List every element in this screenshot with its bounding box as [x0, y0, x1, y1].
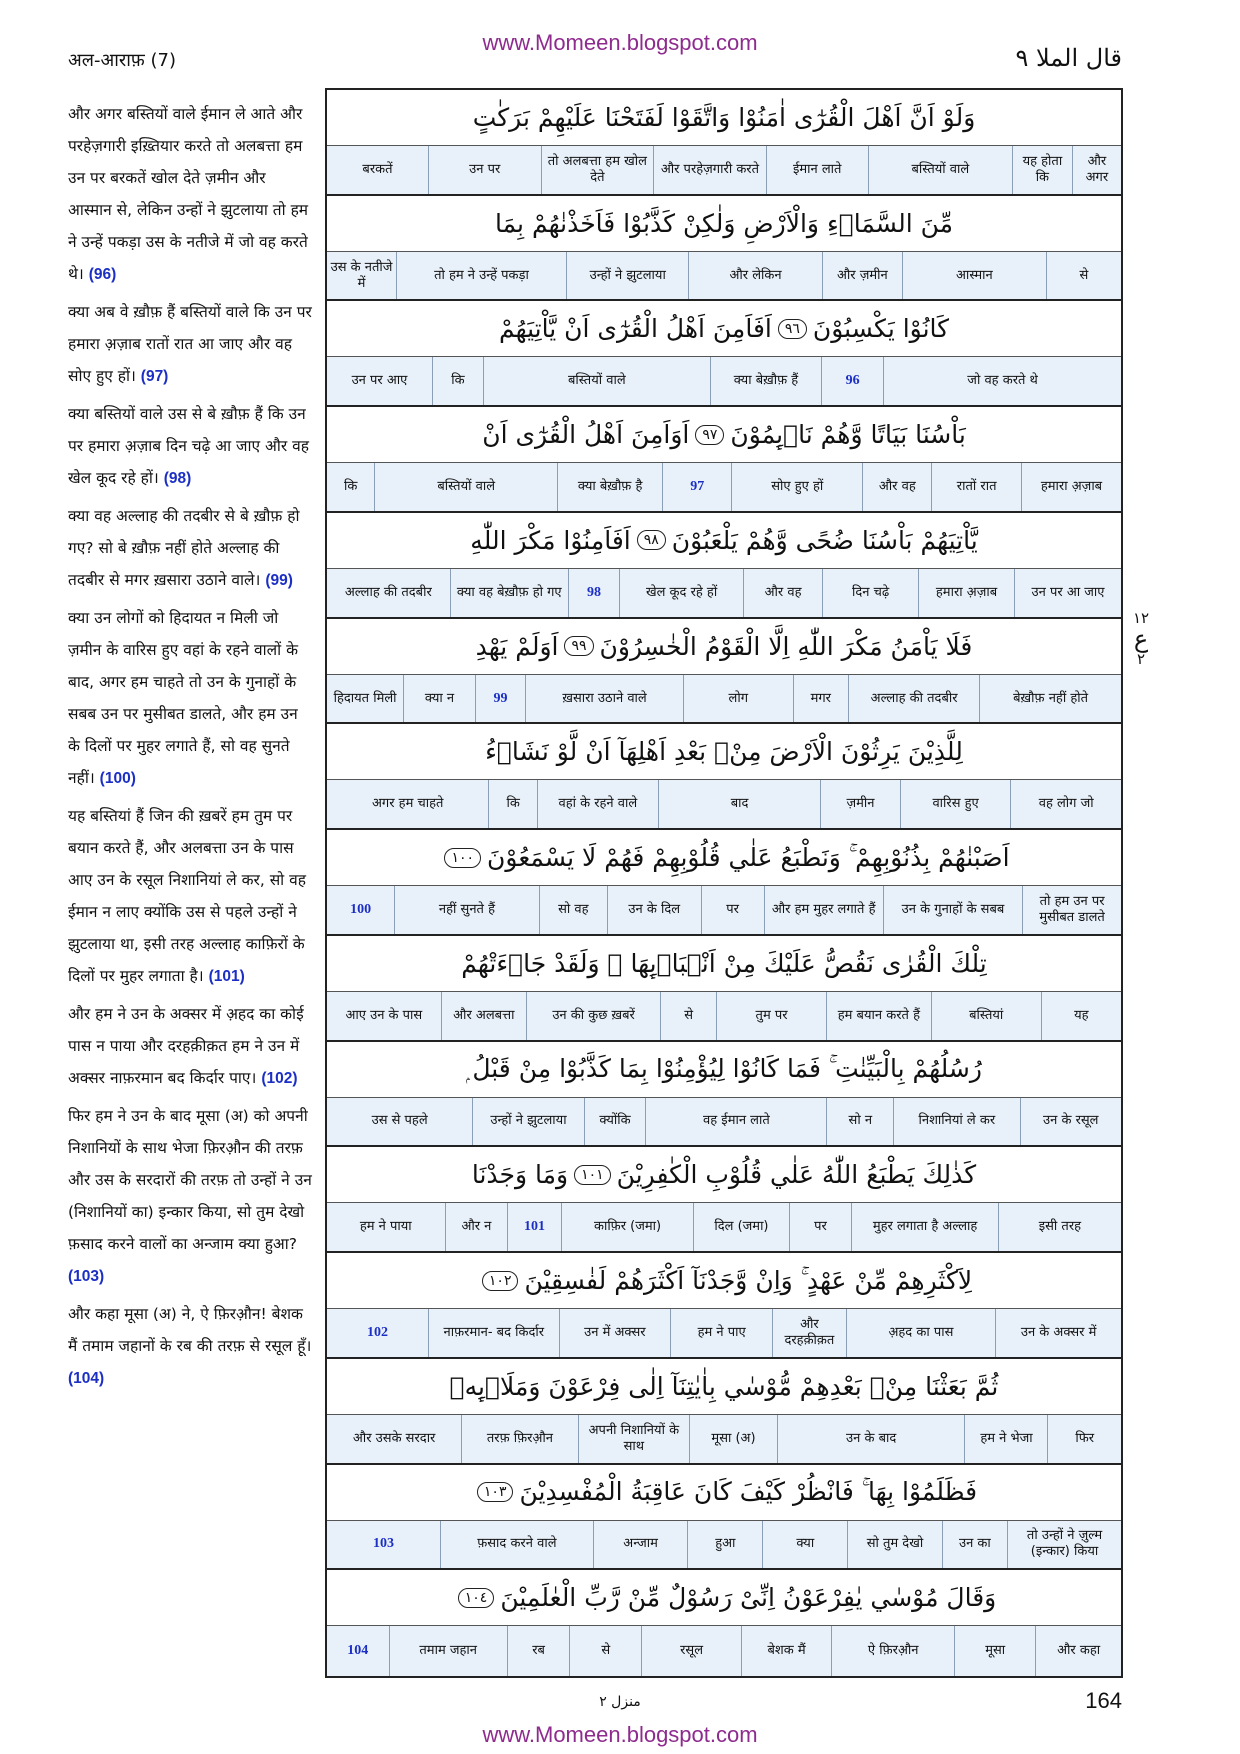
- word-meaning-cell: पर: [790, 1203, 853, 1251]
- verse-number: (99): [265, 572, 293, 589]
- word-meaning-cell: वह लोग जो: [1038, 796, 1094, 812]
- verse-number-cell: 99: [476, 675, 526, 723]
- arabic-text-row: [327, 936, 1121, 992]
- word-meaning-cell: बाद: [659, 780, 821, 828]
- ayah-end-marker: ١٠٢: [482, 1271, 519, 1291]
- translation-paragraph: [68, 500, 314, 597]
- arabic-text-row: [327, 90, 1121, 146]
- word-meaning-cell: अपनी निशानियों के साथ: [579, 1415, 691, 1463]
- verse-line-block: [327, 830, 1121, 936]
- translation-row: [327, 463, 1121, 513]
- translation-column: [68, 98, 314, 1400]
- word-meaning-cell: आस्मान: [903, 252, 1047, 300]
- verse-number: (103): [68, 1268, 105, 1285]
- ayah-end-marker: ١٠٤: [458, 1588, 495, 1608]
- verse-number-cell: 98: [569, 569, 620, 617]
- word-meaning-cell: और अलबत्ता: [442, 992, 527, 1040]
- verse-number-cell: 102: [327, 1309, 429, 1357]
- ruku-top: ١٢: [1132, 609, 1150, 627]
- arabic-text: فَلَا يَاْمَنُ مَكْرَ اللّٰهِ اِلَّا الْقَوْمُ الْخٰسِرُوْنَ: [599, 631, 973, 661]
- word-meaning-cell: हुआ: [688, 1521, 763, 1569]
- word-meaning-cell: और दरहक़ीक़त: [773, 1309, 847, 1357]
- arabic-text: اَصَبْنٰهُمْ بِذُنُوْبِهِمْ ۚ وَنَطْبَعُ عَلٰي قُلُوْبِهِمْ فَهُمْ لَا يَسْمَعُوْنَ: [487, 842, 1010, 872]
- arabic-text-row: [327, 619, 1121, 675]
- word-meaning-cell: और न: [446, 1203, 509, 1251]
- juz-name: قال الملا ٩: [1015, 44, 1122, 72]
- word-meaning-cell: क्या बेख़ौफ़ है: [558, 463, 663, 511]
- word-meaning-cell: उन का: [943, 1521, 1008, 1569]
- arabic-text-row: [327, 513, 1121, 569]
- word-meaning-cell: बस्तियां: [932, 992, 1042, 1040]
- word-meaning-cell: वहां के रहने वाले: [538, 780, 659, 828]
- arabic-text-row: [327, 1042, 1121, 1098]
- word-meaning-cell: हिदायत मिली: [327, 675, 404, 723]
- word-meaning-cell: पर: [702, 886, 765, 934]
- word-meaning-cell: यह होता कि: [1013, 146, 1073, 194]
- translation-text: और कहा मूसा (अ) ने, ऐ फ़िरऔ़न! बेशक मैं तमाम जहानों के रब की तरफ़ से रसूल हूँ।: [68, 1305, 312, 1355]
- arabic-text: بَاْسُنَا بَيَاتًا وَّهُمْ نَاۗىِٕمُوْنَ: [730, 420, 966, 450]
- translation-paragraph: [68, 1298, 314, 1395]
- translation-row: [327, 569, 1121, 619]
- word-meaning-cell: उन पर आए: [327, 357, 433, 405]
- word-meaning-cell: कि: [489, 780, 537, 828]
- ayah-end-marker: ١٠٠: [444, 848, 481, 868]
- word-meaning-cell: रातों रात: [932, 463, 1022, 511]
- arabic-text: رُسُلُهُمْ بِالْبَيِّنٰتِ ۚ فَمَا كَانُوْا لِيُؤْمِنُوْا بِمَا كَذَّبُوْا مِنْ قَبْلُ ۭ: [466, 1054, 982, 1084]
- word-meaning-cell: उन पर: [429, 146, 542, 194]
- ayah-end-marker: ٩٦: [778, 319, 807, 339]
- word-meaning-cell: और कहा: [1057, 1643, 1101, 1659]
- translation-text: यह बस्तियां हैं जिन की ख़बरें हम तुम पर बयान करते हैं, और अलबत्ता उन के पास आए उन के रसूल निशानियां ले कर, सो वह ईमान न लाए क्योंकि उस से पहले उन्हों ने झुटलाया था, इसी तरह अल्लाह काफ़िरों के दिलों पर मुहर लगाता है।: [68, 807, 306, 985]
- translation-paragraph: [68, 398, 314, 495]
- word-meaning-cell: खेल कूद रहे हों: [620, 569, 744, 617]
- word-meaning-cell: कि: [433, 357, 484, 405]
- word-meaning-cell: क्या न: [404, 675, 476, 723]
- word-meaning-cell: लोग: [684, 675, 793, 723]
- translation-row: [327, 1626, 1121, 1676]
- word-meaning-cell: रसूल: [642, 1626, 742, 1676]
- word-meaning-cell: तुम पर: [717, 992, 827, 1040]
- word-meaning-cell: काफ़िर (जमा): [562, 1203, 694, 1251]
- verse-line-block: [327, 1570, 1121, 1676]
- manzil-label: منزل ٢: [599, 1694, 641, 1710]
- arabic-text: ثُمَّ بَعَثْنَا مِنْۢ بَعْدِهِمْ مُّوْسٰي بِاٰيٰتِنَآ اِلٰى فِرْعَوْنَ وَمَلَا۟ىِٕهٖ: [449, 1371, 999, 1401]
- word-meaning-cell: ऐ फ़िरऔ़न: [832, 1626, 955, 1676]
- word-meaning-cell: यह: [1074, 1007, 1089, 1023]
- word-meaning-cell: हमारा अ़ज़ाब: [1040, 479, 1103, 495]
- word-meaning-cell: बरकतें: [327, 146, 429, 194]
- translation-row: [327, 146, 1121, 196]
- word-meaning-cell: उन्हों ने झुटलाया: [567, 252, 690, 300]
- verse-line-block: [327, 724, 1121, 830]
- arabic-text: اَفَاَمِنُوْا مَكْرَ اللّٰهِ: [470, 525, 631, 555]
- word-meaning-cell: और लेकिन: [689, 252, 822, 300]
- word-meaning-cell: क्या बेख़ौफ़ हैं: [711, 357, 822, 405]
- word-meaning-cell: आए उन के पास: [327, 992, 442, 1040]
- word-meaning-cell: उन के बाद: [778, 1415, 966, 1463]
- word-meaning-cell: और वह: [744, 569, 823, 617]
- verse-line-block: [327, 513, 1121, 619]
- word-meaning-cell: तरफ़ फ़िरऔ़न: [462, 1415, 578, 1463]
- word-meaning-cell: बस्तियों वाले: [869, 146, 1013, 194]
- ayah-end-marker: ١٠٣: [477, 1482, 514, 1502]
- word-meaning-cell: उन की कुछ ख़बरें: [527, 992, 661, 1040]
- word-meaning-cell: ईमान लाते: [767, 146, 869, 194]
- word-meaning-cell: ख़सारा उठाने वाले: [526, 675, 684, 723]
- word-meaning-cell: से: [661, 992, 717, 1040]
- translation-row: [327, 780, 1121, 830]
- translation-row: [327, 992, 1121, 1042]
- verse-number-cell: 101: [508, 1203, 561, 1251]
- footer-url: www.Momeen.blogspot.com: [482, 1722, 758, 1747]
- arabic-text-row: [327, 1359, 1121, 1415]
- arabic-text-row: [327, 1253, 1121, 1309]
- word-by-word-grid: [325, 88, 1123, 1678]
- arabic-text: اَوَلَمْ يَهْدِ: [475, 631, 559, 661]
- arabic-text: لِلَّذِيْنَ يَرِثُوْنَ الْاَرْضَ مِنْۢ بَعْدِ اَهْلِهَآ اَنْ لَّوْ نَشَاۗءُ: [485, 737, 963, 767]
- word-meaning-cell: और वह: [863, 463, 932, 511]
- verse-line-block: [327, 936, 1121, 1042]
- verse-line-block: [327, 196, 1121, 302]
- translation-paragraph: [68, 800, 314, 993]
- arabic-text-row: [327, 301, 1121, 357]
- word-meaning-cell: और उसके सरदार: [327, 1415, 462, 1463]
- word-meaning-cell: तो उन्हों ने ज़ुल्म (इन्कार) किया: [1026, 1528, 1103, 1560]
- page-number: 164: [1085, 1688, 1122, 1713]
- word-meaning-cell: सो न: [827, 1098, 894, 1146]
- translation-text: फिर हम ने उन के बाद मूसा (अ) को अपनी निशानियों के साथ भेजा फ़िरऔ़न की तरफ़ और उस के सरदारों की तरफ़ तो उन्हों ने उन (निशानियों का) इन्कार किया, सो तुम देखो फ़साद करने वालों का अन्जाम क्या हुआ?: [68, 1107, 312, 1253]
- word-meaning-cell: जो वह करते थे: [967, 373, 1038, 389]
- verse-line-block: [327, 1253, 1121, 1359]
- word-meaning-cell: अ़हद का पास: [847, 1309, 997, 1357]
- word-meaning-cell: उन के दिल: [608, 886, 702, 934]
- word-meaning-cell: तो अलबत्ता हम खोल देते: [542, 146, 655, 194]
- translation-row: [327, 675, 1121, 725]
- word-meaning-cell: बस्तियों वाले: [484, 357, 711, 405]
- translation-paragraph: [68, 998, 314, 1095]
- arabic-text: اَفَاَمِنَ اَهْلُ الْقُرٰٓى اَنْ يَّاْتِيَهُمْ: [498, 314, 772, 344]
- word-meaning-cell: हम ने पाया: [327, 1203, 446, 1251]
- ruku-bottom: ٢: [1136, 650, 1146, 668]
- verse-number-cell: 100: [327, 886, 395, 934]
- verse-number-cell: 104: [327, 1626, 390, 1676]
- arabic-text-row: [327, 196, 1121, 252]
- word-meaning-cell: बेख़ौफ़ नहीं होते: [1013, 690, 1089, 706]
- word-meaning-cell: फिर: [1075, 1430, 1095, 1446]
- word-meaning-cell: सो तुम देखो: [848, 1521, 943, 1569]
- word-meaning-cell: बस्तियों वाले: [375, 463, 558, 511]
- word-meaning-cell: फ़साद करने वाले: [441, 1521, 594, 1569]
- verse-number: (98): [163, 470, 192, 487]
- word-meaning-cell: ज़मीन: [821, 780, 901, 828]
- arabic-text-row: [327, 724, 1121, 780]
- translation-row: [327, 1309, 1121, 1359]
- arabic-text-row: [327, 1570, 1121, 1626]
- verse-number-cell: 96: [822, 357, 884, 405]
- verse-number-cell: 103: [327, 1521, 441, 1569]
- translation-text: क्या वह अल्लाह की तदबीर से बे ख़ौफ़ हो गए? सो बे ख़ौफ़ नहीं होते अल्लाह की तदबीर से मगर ख़सारा उठाने वाले।: [68, 507, 300, 589]
- arabic-text: يَّاْتِيَهُمْ بَاْسُنَا ضُحًى وَّهُمْ يَلْعَبُوْنَ: [671, 525, 978, 555]
- translation-text: और हम ने उन के अक्सर में अ़हद का कोई पास न पाया और दरहक़ीक़त हम ने उन में अक्सर नाफ़रमान बद किर्दार पाए।: [68, 1005, 304, 1087]
- translation-paragraph: [68, 1100, 314, 1293]
- verse-line-block: [327, 301, 1121, 407]
- surah-name: अल-आराफ़ (7): [68, 50, 176, 71]
- word-meaning-cell: क्या: [763, 1521, 848, 1569]
- arabic-text-row: [327, 1465, 1121, 1521]
- word-meaning-cell: मगर: [794, 675, 850, 723]
- translation-text: क्या उन लोगों को हिदायत न मिली जो ज़मीन के वारिस हुए वहां के रहने वालों के बाद, अगर हम चाहते तो उन के गुनाहों के सबब उन पर मुसीबत डालते, और हम उन के दिलों पर मुहर लगाते हैं, सो वह सुनते नहीं।: [68, 609, 298, 787]
- word-meaning-cell: हम ने भेजा: [965, 1415, 1048, 1463]
- translation-row: [327, 1203, 1121, 1253]
- arabic-text: كَذٰلِكَ يَطْبَعُ اللّٰهُ عَلٰي قُلُوْبِ الْكٰفِرِيْنَ: [616, 1160, 977, 1190]
- arabic-text: فَظَلَمُوْا بِهَا ۚ فَانْظُرْ كَيْفَ كَانَ عَاقِبَةُ الْمُفْسِدِيْنَ: [519, 1477, 978, 1507]
- verse-line-block: [327, 1465, 1121, 1571]
- translation-row: [327, 1521, 1121, 1571]
- word-meaning-cell: से: [570, 1626, 642, 1676]
- word-meaning-cell: वारिस हुए: [901, 780, 1012, 828]
- word-meaning-cell: और अगर: [1085, 153, 1109, 185]
- arabic-text: لِاَكْثَرِهِمْ مِّنْ عَهْدٍ ۚ وَاِنْ وَّجَدْنَآ اَكْثَرَهُمْ لَفٰسِقِيْنَ: [524, 1265, 973, 1295]
- word-meaning-cell: अल्लाह की तदबीर: [849, 675, 980, 723]
- word-meaning-cell: रब: [508, 1626, 571, 1676]
- word-meaning-cell: तो हम उन पर मुसीबत डालते: [1039, 894, 1105, 925]
- verse-number: (97): [140, 368, 169, 385]
- verse-line-block: [327, 619, 1121, 725]
- translation-paragraph: [68, 98, 314, 291]
- verse-number-cell: 97: [663, 463, 732, 511]
- word-meaning-cell: क्योंकि: [585, 1098, 647, 1146]
- translation-text: क्या अब वे ख़ौफ़ हैं बस्तियों वाले कि उन पर हमारा अ़ज़ाब रातों रात आ जाए और वह सोए हुए हों।: [68, 303, 312, 385]
- translation-row: [327, 1098, 1121, 1148]
- verse-number: (100): [99, 770, 136, 787]
- translation-paragraph: [68, 296, 314, 393]
- word-meaning-cell: मुहर लगाता है अल्लाह: [852, 1203, 998, 1251]
- word-meaning-cell: से: [1079, 267, 1089, 283]
- verse-line-block: [327, 1359, 1121, 1465]
- word-meaning-cell: उन में अक्सर: [560, 1309, 672, 1357]
- ayah-end-marker: ١٠١: [574, 1165, 611, 1185]
- word-meaning-cell: सोए हुए हों: [732, 463, 863, 511]
- translation-text: क्या बस्तियों वाले उस से बे ख़ौफ़ हैं कि उन पर हमारा अ़ज़ाब दिन चढ़े आ जाए और वह खेल कूद रहे हों।: [68, 405, 310, 487]
- word-meaning-cell: तो हम ने उन्हें पकड़ा: [397, 252, 567, 300]
- word-meaning-cell: दिल (जमा): [694, 1203, 789, 1251]
- arabic-text: تِلْكَ الْقُرٰى نَقُصُّ عَلَيْكَ مِنْ اَنْۢبَاۗىِٕهَا ۚ وَلَقَدْ جَاۗءَتْهُمْ: [461, 948, 987, 978]
- verse-number: (96): [88, 266, 117, 283]
- word-meaning-cell: और हम मुहर लगाते हैं: [765, 886, 884, 934]
- word-meaning-cell: हम बयान करते हैं: [827, 992, 932, 1040]
- verse-line-block: [327, 90, 1121, 196]
- translation-paragraph: [68, 602, 314, 795]
- word-meaning-cell: अल्लाह की तदबीर: [327, 569, 451, 617]
- translation-row: [327, 357, 1121, 407]
- verse-number: (104): [68, 1370, 105, 1387]
- verse-line-block: [327, 1042, 1121, 1148]
- ayah-end-marker: ٩٩: [564, 636, 593, 656]
- header-url: www.Momeen.blogspot.com: [482, 30, 758, 55]
- word-meaning-cell: निशानियां ले कर: [894, 1098, 1020, 1146]
- word-meaning-cell: उन के अक्सर में: [1020, 1324, 1097, 1340]
- word-meaning-cell: सो वह: [540, 886, 608, 934]
- word-meaning-cell: अगर हम चाहते: [327, 780, 489, 828]
- word-meaning-cell: मूसा: [955, 1626, 1036, 1676]
- verse-number: (102): [261, 1070, 298, 1087]
- translation-row: [327, 1415, 1121, 1465]
- word-meaning-cell: मूसा (अ): [690, 1415, 778, 1463]
- word-meaning-cell: उन्हों ने झुटलाया: [473, 1098, 584, 1146]
- arabic-text-row: [327, 1147, 1121, 1203]
- word-meaning-cell: दिन चढ़े: [823, 569, 919, 617]
- arabic-text: مِّنَ السَّمَاۗءِ وَالْاَرْضِ وَلٰكِنْ كَذَّبُوْا فَاَخَذْنٰهُمْ بِمَا: [494, 208, 954, 238]
- word-meaning-cell: वह ईमान लाते: [646, 1098, 827, 1146]
- word-meaning-cell: नाफ़रमान- बद किर्दार: [429, 1309, 560, 1357]
- ruku-ain: ع: [1133, 625, 1149, 653]
- word-meaning-cell: इसी तरह: [1038, 1219, 1082, 1235]
- word-meaning-cell: नहीं सुनते हैं: [395, 886, 540, 934]
- word-meaning-cell: तमाम जहान: [390, 1626, 508, 1676]
- ayah-end-marker: ٩٨: [637, 530, 666, 550]
- word-meaning-cell: बेशक मैं: [742, 1626, 832, 1676]
- word-meaning-cell: उस से पहले: [327, 1098, 473, 1146]
- word-meaning-cell: उस के नतीजे में: [327, 252, 397, 300]
- ayah-end-marker: ٩٧: [695, 425, 724, 445]
- word-meaning-cell: और ज़मीन: [823, 252, 904, 300]
- word-meaning-cell: हमारा अ़ज़ाब: [919, 569, 1015, 617]
- word-meaning-cell: कि: [327, 463, 375, 511]
- ruku-marker: [1126, 610, 1156, 668]
- verse-number: (101): [208, 968, 245, 985]
- word-meaning-cell: और परहेज़गारी करते: [654, 146, 767, 194]
- verse-line-block: [327, 1147, 1121, 1253]
- word-meaning-cell: क्या वह बेख़ौफ़ हो गए: [451, 569, 569, 617]
- word-meaning-cell: हम ने पाए: [671, 1309, 773, 1357]
- verse-line-block: [327, 407, 1121, 513]
- arabic-text: وَمَا وَجَدْنَا: [471, 1160, 569, 1190]
- translation-row: [327, 252, 1121, 302]
- arabic-text-row: [327, 830, 1121, 886]
- arabic-text: وَقَالَ مُوْسٰي يٰفِرْعَوْنُ اِنِّىْ رَسُوْلٌ مِّنْ رَّبِّ الْعٰلَمِيْنَ: [500, 1583, 997, 1613]
- arabic-text: اَوَاَمِنَ اَهْلُ الْقُرٰٓى اَنْ: [482, 420, 690, 450]
- arabic-text-row: [327, 407, 1121, 463]
- word-meaning-cell: अन्जाम: [594, 1521, 689, 1569]
- arabic-text: كَانُوْا يَكْسِبُوْنَ: [812, 314, 950, 344]
- word-meaning-cell: उन पर आ जाए: [1031, 584, 1105, 600]
- word-meaning-cell: उन के गुनाहों के सबब: [884, 886, 1024, 934]
- arabic-text: وَلَوْ اَنَّ اَهْلَ الْقُرٰٓى اٰمَنُوْا وَاتَّقَوْا لَفَتَحْنَا عَلَيْهِمْ بَرَكٰتٍ: [472, 103, 976, 132]
- translation-text: और अगर बस्तियों वाले ईमान ले आते और परहेज़गारी इख़्तियार करते तो अलबत्ता हम उन पर बरकतें खोल देते ज़मीन और आस्मान से, लेकिन उन्हों ने झुटलाया तो हम ने उन्हें पकड़ा उस के नतीजे में जो वह करते थे।: [68, 105, 309, 283]
- translation-row: [327, 886, 1121, 936]
- word-meaning-cell: उन के रसूल: [1042, 1113, 1099, 1129]
